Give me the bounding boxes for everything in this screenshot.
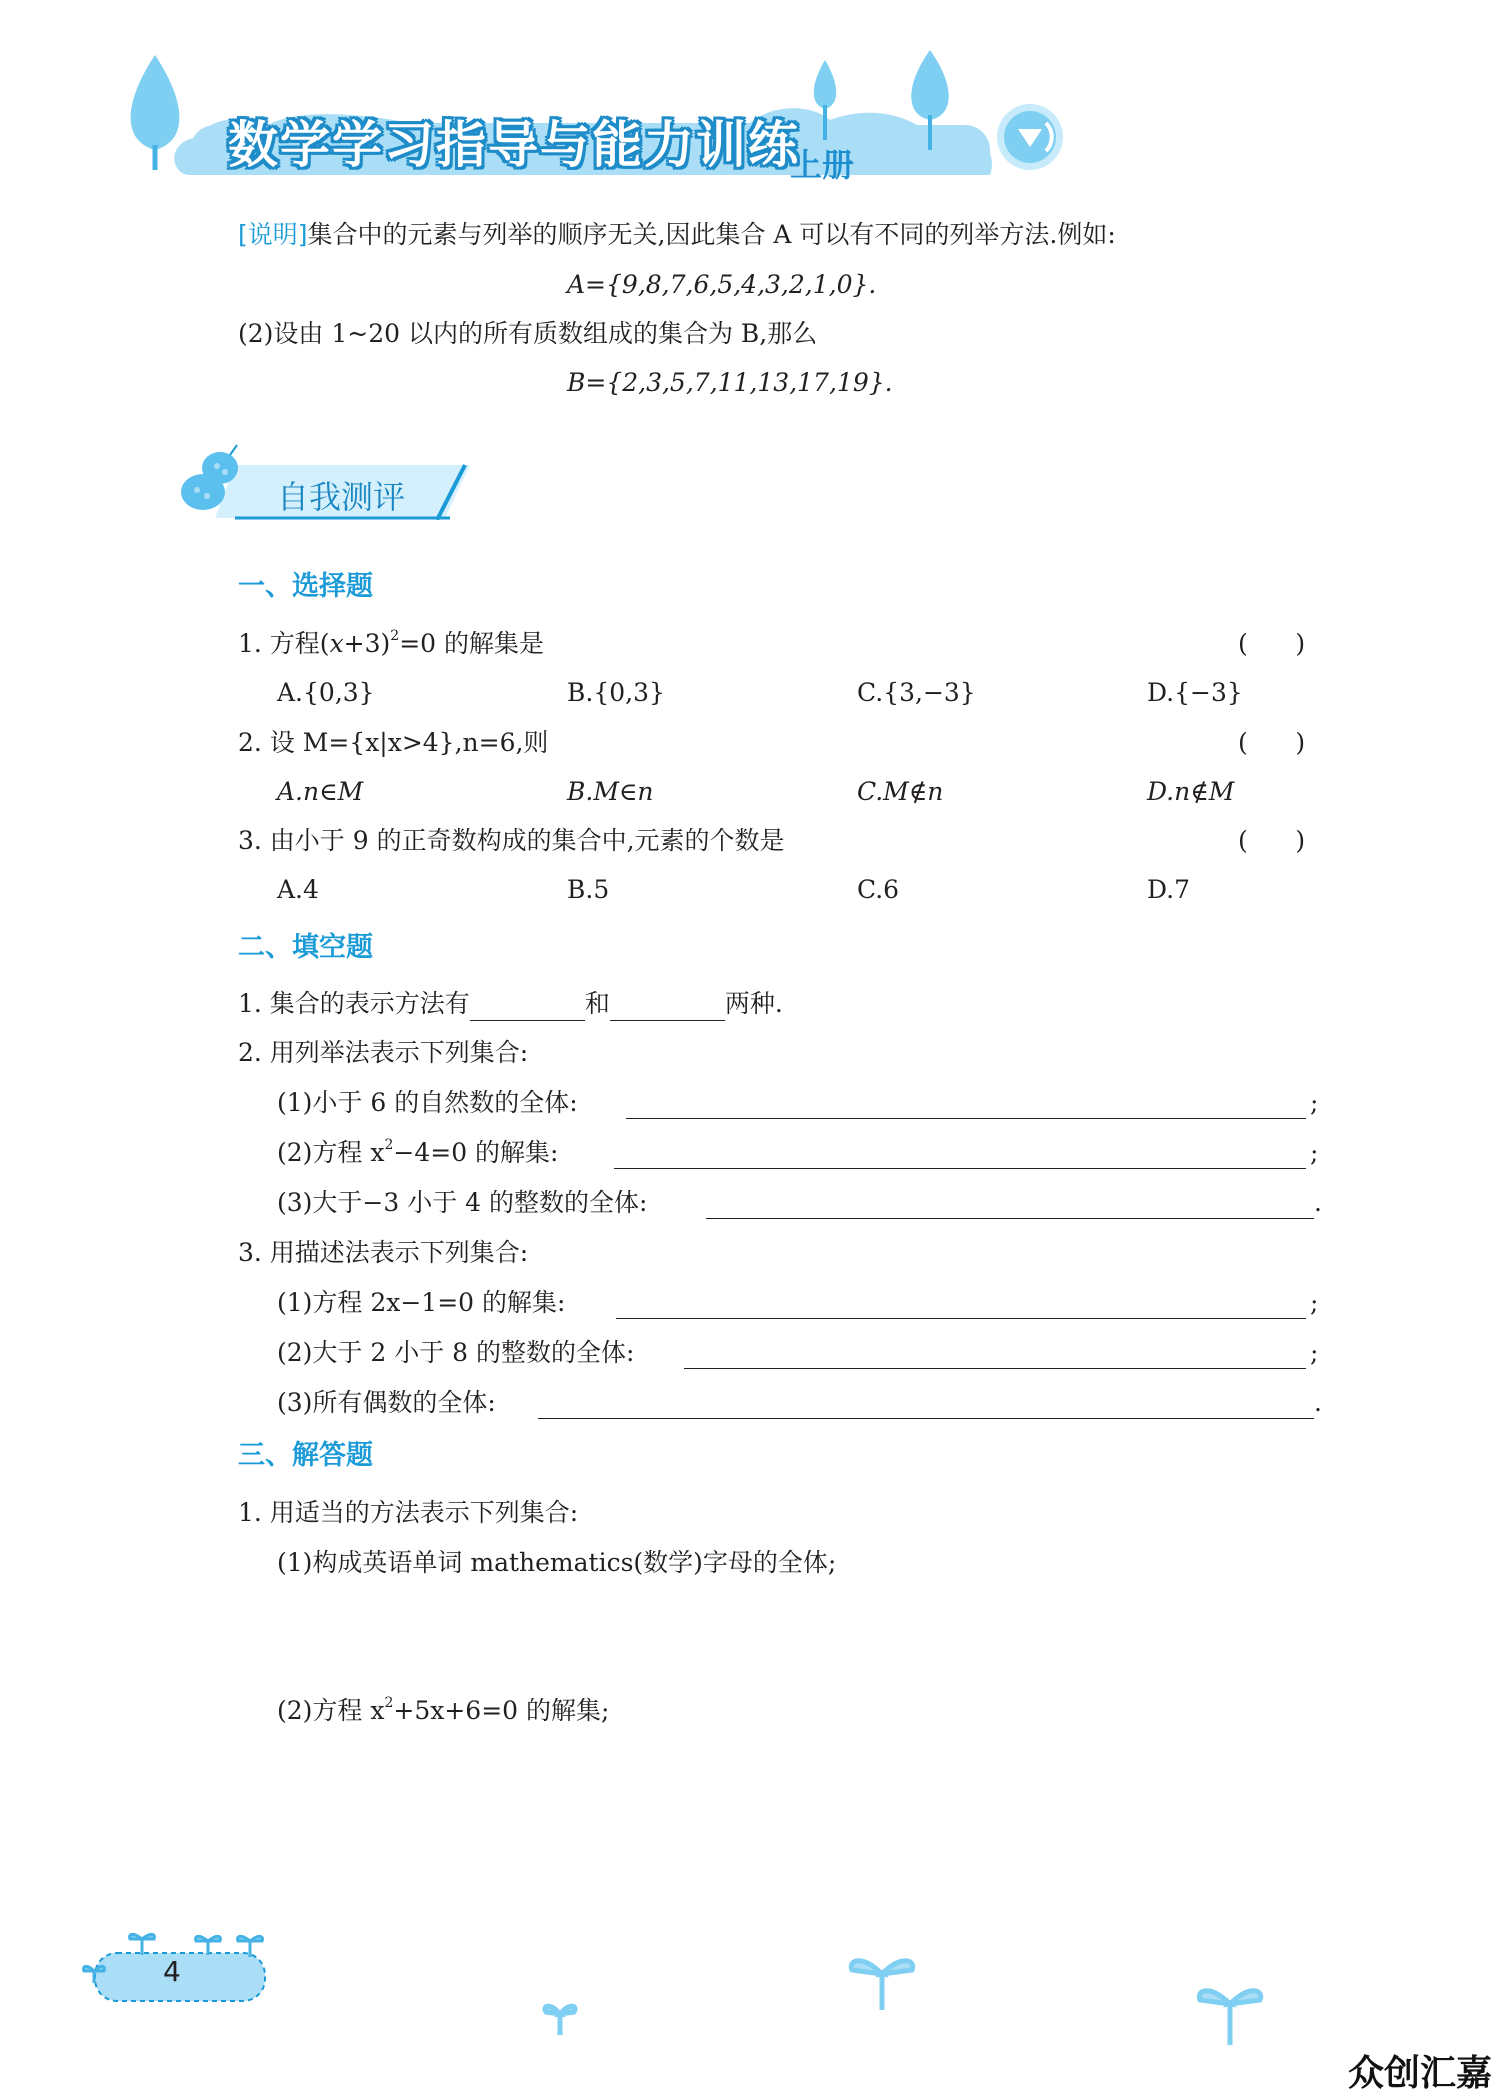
part2-heading: 二、填空题 — [238, 932, 373, 963]
book-title: 数学学习指导与能力训练 — [228, 116, 800, 174]
fill-q1: 1. 集合的表示方法有 和 两种. — [238, 987, 783, 1021]
q3-stem: 3. 由小于 9 的正奇数构成的集合中,元素的个数是 — [238, 826, 785, 855]
fill-q3-c-blank[interactable] — [538, 1418, 1314, 1419]
fill-q3-stem: 3. 用描述法表示下列集合: — [238, 1238, 529, 1267]
q1-option-b[interactable]: B.{0,3} — [567, 678, 665, 707]
q2-option-a[interactable]: A.n∈M — [277, 777, 364, 806]
intro-part2: (2)设由 1~20 以内的所有质数组成的集合为 B,那么 — [238, 319, 818, 348]
fill-q2-a-blank[interactable] — [626, 1118, 1306, 1119]
answer-q1-a: (1)构成英语单词 mathematics(数学)字母的全体; — [277, 1548, 837, 1577]
answer-q1-stem: 1. 用适当的方法表示下列集合: — [238, 1498, 579, 1527]
part1-heading: 一、选择题 — [238, 571, 373, 602]
fill-q3-b-end: ; — [1310, 1338, 1319, 1367]
answer-q1-b: (2)方程 $x^2+5x+6=0$ 的解集; — [277, 1695, 610, 1725]
sprout-decorations — [530, 1940, 1290, 2050]
q3-answer-paren[interactable]: ( ) — [1238, 826, 1306, 855]
page-number: 4 — [163, 1955, 181, 1988]
fill-q2-stem: 2. 用列举法表示下列集合: — [238, 1038, 529, 1067]
fill-q3-a-blank[interactable] — [616, 1318, 1306, 1319]
intro-note — [238, 218, 1116, 252]
fill-q3-c-end: . — [1314, 1388, 1322, 1417]
q3-option-d[interactable]: D.7 — [1147, 875, 1191, 904]
q2-answer-paren[interactable]: ( ) — [1238, 728, 1306, 757]
fill-q3-a-end: ; — [1310, 1288, 1319, 1317]
q1-answer-paren[interactable]: ( ) — [1238, 629, 1306, 658]
droplet-tree-left-icon — [131, 55, 180, 150]
formula-a: A={9,8,7,6,5,4,3,2,1,0}. — [567, 270, 877, 299]
fill-q3-b: (2)大于 2 小于 8 的整数的全体: — [277, 1338, 635, 1367]
fill-q2-c-blank[interactable] — [706, 1218, 1314, 1219]
fill-q1-blank-2[interactable] — [610, 990, 725, 1021]
q2-option-c[interactable]: C.M∉n — [857, 777, 944, 806]
q3-option-c[interactable]: C.6 — [857, 875, 900, 904]
part3-heading: 三、解答题 — [238, 1440, 373, 1471]
fill-q2-c: (3)大于−3 小于 4 的整数的全体: — [277, 1188, 648, 1217]
fill-q1-blank-1[interactable] — [470, 990, 585, 1021]
fill-q2-a-end: ; — [1310, 1088, 1319, 1117]
q1-option-a[interactable]: A.{0,3} — [277, 678, 375, 707]
q2-option-d[interactable]: D.n∉M — [1147, 777, 1235, 806]
q3-option-b[interactable]: B.5 — [567, 875, 610, 904]
volume-label: 上册 — [790, 146, 855, 184]
q1-option-c[interactable]: C.{3,−3} — [857, 678, 976, 707]
section-label: 自我测评 — [277, 478, 406, 516]
q2-option-b[interactable]: B.M∈n — [567, 777, 654, 806]
watermark: 众创汇嘉 — [1348, 2053, 1493, 2094]
fill-q3-a: (1)方程 2x−1=0 的解集: — [277, 1288, 566, 1317]
q1-option-d[interactable]: D.{−3} — [1147, 678, 1243, 707]
fill-q2-a: (1)小于 6 的自然数的全体: — [277, 1088, 578, 1117]
fill-q2-b-blank[interactable] — [614, 1168, 1306, 1169]
q2-stem: 2. 设 M={x|x>4},n=6,则 — [238, 728, 549, 757]
note-text: 集合中的元素与列举的顺序无关,因此集合 A 可以有不同的列举方法.例如: — [307, 220, 1116, 249]
q1-stem: 1. 方程$(x+3)^2=0$ 的解集是 — [238, 628, 545, 658]
fill-q3-c: (3)所有偶数的全体: — [277, 1388, 496, 1417]
formula-b: B={2,3,5,7,11,13,17,19}. — [567, 368, 893, 397]
q3-option-a[interactable]: A.4 — [277, 875, 319, 904]
fill-q2-b-end: ; — [1310, 1138, 1319, 1167]
fill-q3-b-blank[interactable] — [684, 1368, 1306, 1369]
fill-q2-c-end: . — [1314, 1188, 1322, 1217]
note-tag: [说明] — [238, 220, 308, 249]
fill-q2-b: (2)方程 $x^2-4=0$ 的解集: — [277, 1137, 559, 1167]
